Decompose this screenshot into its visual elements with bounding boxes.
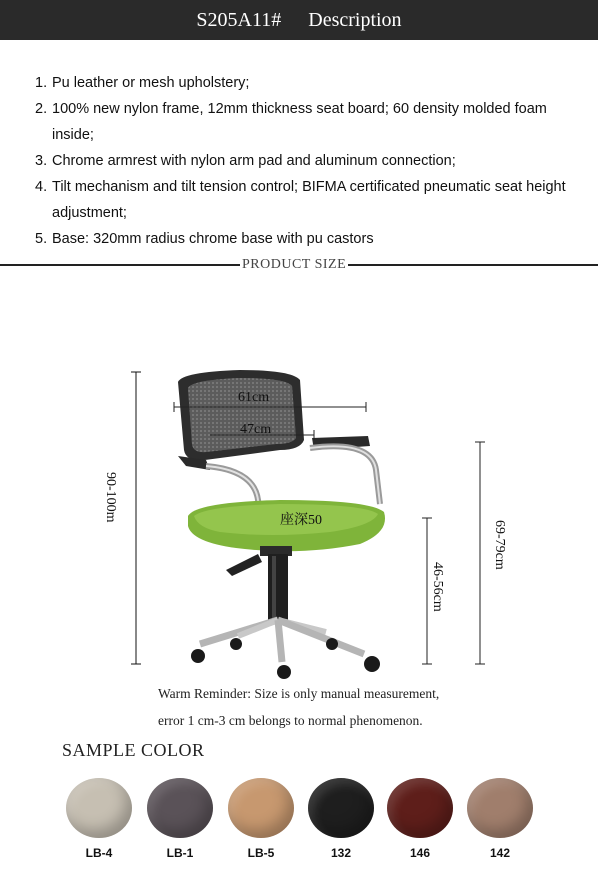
inner-width-label: 47cm	[240, 422, 272, 437]
arm-height-label: 69-79cm	[492, 520, 507, 570]
sample-color-swatches	[0, 778, 598, 868]
chair-dimension-drawing	[0, 270, 598, 680]
color-disc	[467, 778, 533, 838]
title-rule-left	[0, 265, 238, 266]
swatch-lb-4[interactable]	[66, 778, 132, 860]
description-item: 5. Base: 320mm radius chrome base with pu castors	[35, 231, 374, 247]
description-item: 2. 100% new nylon frame, 12mm thickness seat board; 60 density molded foam inside;	[35, 101, 547, 143]
swatch-lb-1[interactable]	[147, 778, 213, 860]
seat-height-label: 46-56cm	[430, 562, 445, 612]
title-rule-right	[366, 265, 598, 266]
swatch-132[interactable]	[308, 778, 374, 860]
seat-depth-label: 座深50	[280, 513, 322, 528]
chair-base	[191, 546, 380, 679]
swatch-label: 142	[489, 846, 511, 860]
swatch-lb-5[interactable]	[228, 778, 294, 860]
reminder-line-1: Warm Reminder: Size is only manual measurement,	[158, 686, 440, 701]
description-item: 3. Chrome armrest with nylon arm pad and aluminum connection;	[35, 153, 456, 169]
color-disc	[66, 778, 132, 838]
description-list	[35, 70, 585, 252]
description-item: 4. Tilt mechanism and tilt tension control; BIFMA certificated pneumatic seat height adjustment;	[35, 179, 566, 221]
chair-seat	[188, 500, 385, 551]
swatch-142[interactable]	[467, 778, 533, 860]
swatch-label: LB-4	[85, 846, 113, 860]
reminder-line-2: error 1 cm-3 cm belongs to normal phenomenon.	[158, 713, 423, 728]
description-item: 1. Pu leather or mesh upholstery;	[35, 75, 250, 91]
product-size-label: PRODUCT SIZE	[242, 257, 347, 272]
description-header	[0, 0, 598, 40]
color-disc	[228, 778, 294, 838]
swatch-label: LB-1	[166, 846, 194, 860]
total-height-label: 90-100m	[103, 472, 118, 523]
color-disc	[308, 778, 374, 838]
model-code: S205A11#	[196, 9, 282, 31]
sample-color-title: SAMPLE COLOR	[62, 740, 205, 760]
outer-width-label: 61cm	[238, 390, 270, 405]
chair-backrest	[178, 370, 304, 460]
color-disc	[387, 778, 453, 838]
swatch-label: 132	[330, 846, 352, 860]
warm-reminder	[158, 680, 578, 734]
swatch-label: LB-5	[247, 846, 275, 860]
color-disc	[147, 778, 213, 838]
header-title: Description	[308, 9, 402, 31]
swatch-146[interactable]	[387, 778, 453, 860]
swatch-label: 146	[409, 846, 431, 860]
